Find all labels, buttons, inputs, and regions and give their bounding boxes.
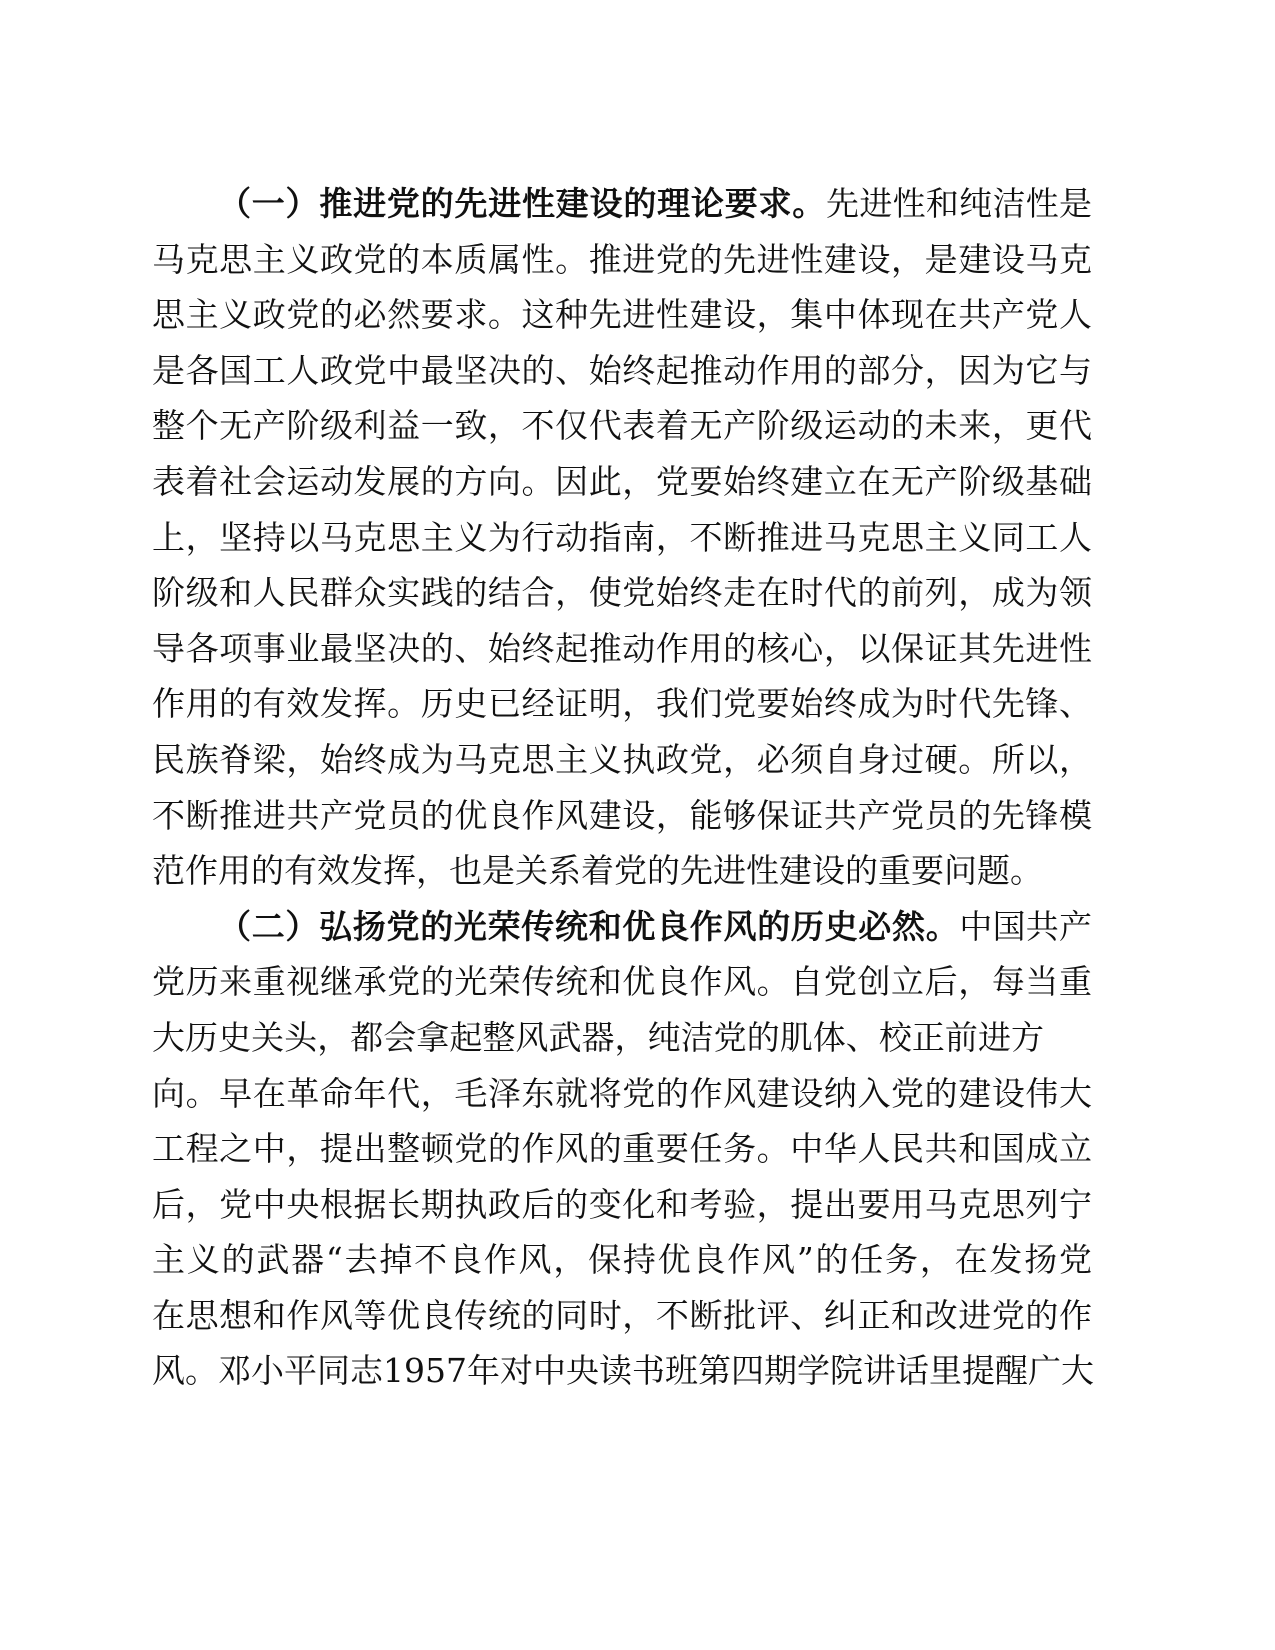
paragraph-1-first-line-rest: 先进性和纯洁性是 bbox=[826, 184, 1093, 223]
paragraph-line: 工程之中，提出整顿党的作风的重要任务。中华人民共和国成立 bbox=[152, 1129, 1092, 1169]
paragraph-line: 思主义政党的必然要求。这种先进性建设，集中体现在共产党人 bbox=[152, 295, 1092, 335]
paragraph-line: 民族脊梁，始终成为马克思主义执政党，必须自身过硬。所以， bbox=[152, 739, 1092, 779]
paragraph-line: 表着社会运动发展的方向。因此，党要始终建立在无产阶级基础 bbox=[152, 461, 1092, 501]
paragraph-line: 后，党中央根据长期执政后的变化和考验，提出要用马克思列宁 bbox=[152, 1184, 1092, 1224]
body-text bbox=[152, 176, 1092, 1399]
paragraph-line: 作用的有效发挥。历史已经证明，我们党要始终成为时代先锋、 bbox=[152, 684, 1092, 724]
paragraph-1-first-line bbox=[152, 176, 1092, 232]
paragraph-line: 向。早在革命年代，毛泽东就将党的作风建设纳入党的建设伟大 bbox=[152, 1073, 1092, 1113]
paragraph-line: 风。邓小平同志1957年对中央读书班第四期学院讲话里提醒广大 bbox=[152, 1351, 1094, 1391]
section-heading-1: （一）推进党的先进性建设的理论要求。 bbox=[218, 184, 827, 223]
paragraph-line: 整个无产阶级利益一致，不仅代表着无产阶级运动的未来，更代 bbox=[152, 406, 1092, 446]
paragraph-line: 大历史关头，都会拿起整风武器，纯洁党的肌体、校正前进方 bbox=[152, 1017, 1044, 1057]
paragraph-line: 不断推进共产党员的优良作风建设，能够保证共产党员的先锋模 bbox=[152, 795, 1092, 835]
paragraph-line: 导各项事业最坚决的、始终起推动作用的核心，以保证其先进性 bbox=[152, 628, 1092, 668]
paragraph-line: 是各国工人政党中最坚决的、始终起推动作用的部分，因为它与 bbox=[152, 350, 1092, 390]
paragraph-2-first-line bbox=[152, 899, 1092, 955]
section-heading-2: （二）弘扬党的光荣传统和优良作风的历史必然。 bbox=[218, 906, 960, 946]
paragraph-2-first-line-rest: 中国共产 bbox=[959, 906, 1093, 946]
paragraph-line: 范作用的有效发挥，也是关系着党的先进性建设的重要问题。 bbox=[152, 851, 1043, 891]
paragraph-line: 上，坚持以马克思主义为行动指南，不断推进马克思主义同工人 bbox=[152, 517, 1092, 557]
paragraph-line: 党历来重视继承党的光荣传统和优良作风。自党创立后，每当重 bbox=[152, 962, 1092, 1002]
paragraph-line: 马克思主义政党的本质属性。推进党的先进性建设，是建设马克 bbox=[152, 239, 1092, 279]
paragraph-line: 主义的武器“去掉不良作风，保持优良作风”的任务，在发扬党 bbox=[152, 1240, 1092, 1280]
paragraph-line: 阶级和人民群众实践的结合，使党始终走在时代的前列，成为领 bbox=[152, 573, 1092, 613]
paragraph-line: 在思想和作风等优良传统的同时，不断批评、纠正和改进党的作 bbox=[152, 1295, 1092, 1335]
